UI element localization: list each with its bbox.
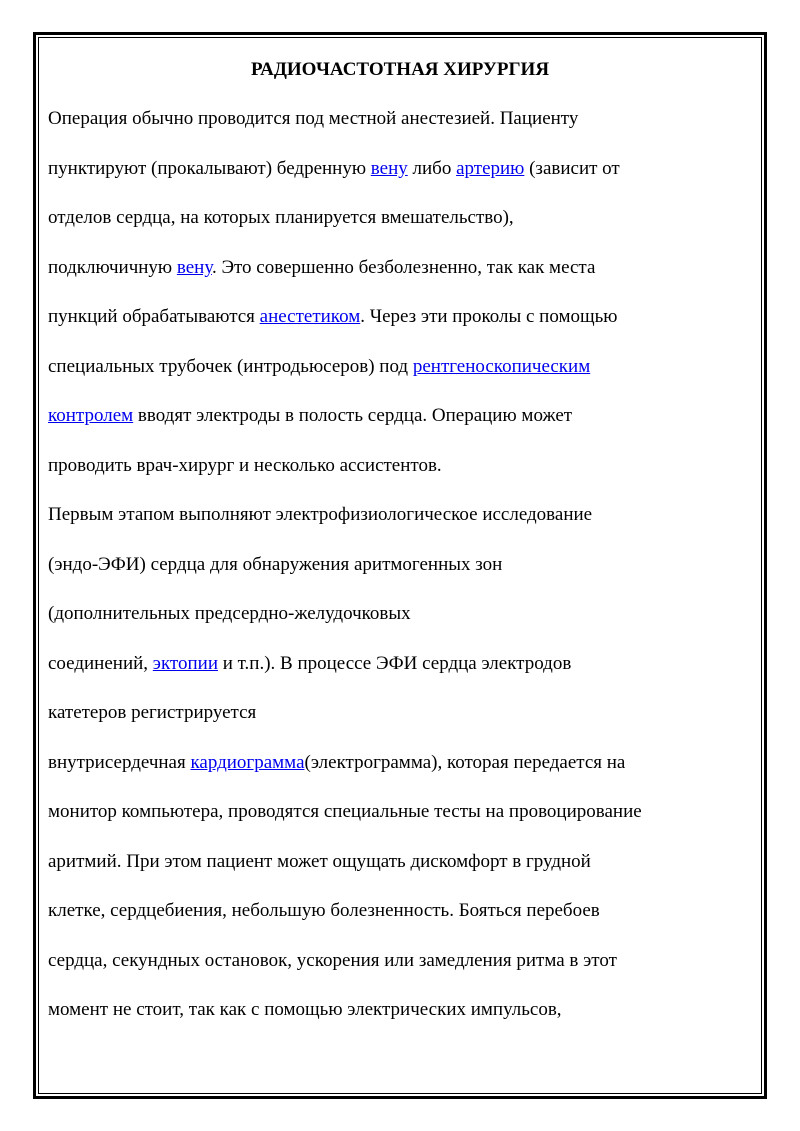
text-segment: момент не стоит, так как с помощью электрических импульсов, <box>48 999 562 1020</box>
text-line <box>48 404 572 428</box>
text-line <box>48 107 578 131</box>
inline-link[interactable]: кардиограмма <box>190 752 305 773</box>
text-segment: либо <box>407 158 457 179</box>
text-segment: соединений, <box>48 653 153 674</box>
text-segment: (эндо-ЭФИ) сердца для обнаружения аритмогенных зон <box>48 554 503 575</box>
text-line <box>48 503 592 527</box>
text-line <box>48 206 514 230</box>
text-line <box>48 751 625 775</box>
text-segment: сердца, секундных остановок, ускорения или замедления ритма в этот <box>48 950 617 971</box>
text-line <box>48 949 617 973</box>
text-segment: клетке, сердцебиения, небольшую болезненность. Бояться перебоев <box>48 900 600 921</box>
inline-link[interactable]: контролем <box>48 405 134 426</box>
text-segment: (электрограмма), которая передается на <box>304 752 626 773</box>
text-segment: пунктируют (прокалывают) бедренную <box>48 158 371 179</box>
text-segment: проводить врач-хирург и несколько ассистентов. <box>48 455 442 476</box>
text-line <box>48 553 502 577</box>
text-segment: . Это совершенно безболезненно, так как места <box>211 257 596 278</box>
text-line <box>48 602 411 626</box>
text-segment: внутрисердечная <box>48 752 191 773</box>
text-line <box>48 355 590 379</box>
text-segment: монитор компьютера, проводятся специальные тесты на провоцирование <box>48 801 642 822</box>
text-segment: катетеров регистрируется <box>48 702 257 723</box>
text-segment: отделов сердца, на которых планируется вмешательство), <box>48 207 514 228</box>
text-line <box>48 800 642 824</box>
text-line <box>48 998 562 1022</box>
inline-link[interactable]: анестетиком <box>259 306 361 327</box>
text-segment: (дополнительных предсердно-желудочковых <box>48 603 411 624</box>
text-segment: Операция обычно проводится под местной анестезией. Пациенту <box>48 108 579 129</box>
inline-link[interactable]: рентгеноскопическим <box>412 356 591 377</box>
text-segment: Первым этапом выполняют электрофизиологическое исследование <box>48 504 593 525</box>
text-segment: вводят электроды в полость сердца. Операцию может <box>133 405 573 426</box>
text-segment: пункций обрабатываются <box>48 306 260 327</box>
text-segment: специальных трубочек (интродьюсеров) под <box>48 356 413 377</box>
text-line <box>48 850 591 874</box>
text-segment: . Через эти проколы с помощью <box>360 306 618 327</box>
text-segment: и т.п.). В процессе ЭФИ сердца электродов <box>218 653 572 674</box>
inline-link[interactable]: эктопии <box>152 653 218 674</box>
inline-link[interactable]: вену <box>176 257 212 278</box>
inline-link[interactable]: артерию <box>456 158 525 179</box>
text-line <box>48 701 256 725</box>
text-segment: (зависит от <box>524 158 620 179</box>
text-line <box>48 305 618 329</box>
inline-link[interactable]: вену <box>370 158 408 179</box>
text-line <box>48 899 600 923</box>
text-segment: аритмий. При этом пациент может ощущать дискомфорт в грудной <box>48 851 591 872</box>
text-line <box>48 454 442 478</box>
text-segment: подключичную <box>48 257 177 278</box>
page-title: РАДИОЧАСТОТНАЯ ХИРУРГИЯ <box>250 59 550 80</box>
text-line <box>48 256 595 280</box>
text-line <box>48 652 571 676</box>
text-line <box>48 157 620 181</box>
